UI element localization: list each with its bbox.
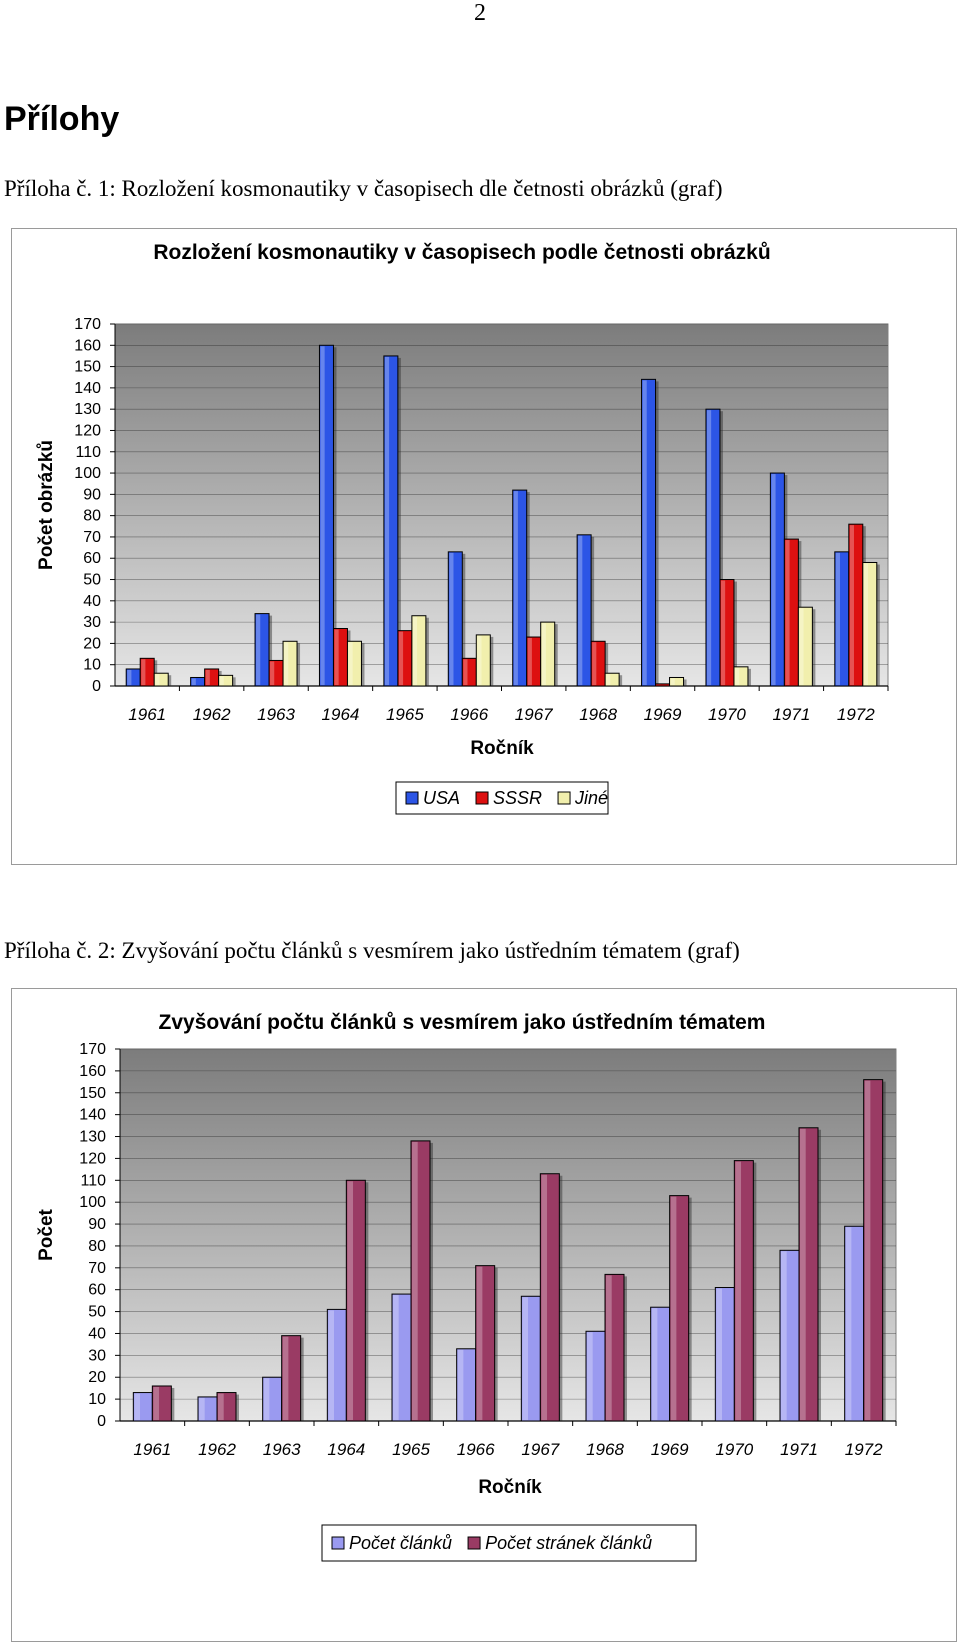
y-tick-label: 90 xyxy=(88,1216,106,1233)
y-tick-label: 90 xyxy=(83,486,101,503)
bar-highlight xyxy=(206,670,210,685)
bar-highlight xyxy=(721,581,725,685)
y-tick-label: 170 xyxy=(79,1041,106,1058)
bar-highlight xyxy=(348,642,352,685)
bar-highlight xyxy=(328,1310,334,1420)
y-tick-label: 20 xyxy=(83,635,101,652)
bar-highlight xyxy=(735,668,739,685)
y-tick-label: 30 xyxy=(88,1347,106,1364)
bar-highlight xyxy=(399,632,403,685)
bar-highlight xyxy=(334,630,338,685)
legend-label: Jiné xyxy=(574,788,608,808)
bar-highlight xyxy=(578,536,582,685)
bar-highlight xyxy=(218,1394,224,1420)
y-axis-label: Počet xyxy=(36,1208,57,1260)
x-tick-label: 1972 xyxy=(837,705,875,724)
chart-title: Rozložení kosmonautiky v časopisech podle četnosti obrázků xyxy=(153,241,770,264)
y-tick-label: 80 xyxy=(83,508,101,525)
y-tick-label: 110 xyxy=(80,1172,106,1189)
y-tick-label: 30 xyxy=(83,614,101,631)
bar-highlight xyxy=(477,636,481,685)
y-tick-label: 150 xyxy=(79,1085,106,1102)
y-tick-label: 170 xyxy=(74,316,101,333)
legend-swatch xyxy=(332,1537,344,1549)
bar-highlight xyxy=(785,540,789,685)
x-tick-label: 1961 xyxy=(128,705,166,724)
y-tick-label: 160 xyxy=(79,1063,106,1080)
bar-highlight xyxy=(463,659,467,685)
x-tick-label: 1967 xyxy=(521,1440,559,1459)
bar-highlight xyxy=(606,674,610,685)
y-tick-label: 130 xyxy=(74,401,101,418)
caption-chart2: Příloha č. 2: Zvyšování počtu článků s vesmírem jako ústředním tématem (graf) xyxy=(4,938,740,964)
y-tick-label: 100 xyxy=(74,465,101,482)
y-tick-label: 0 xyxy=(92,678,101,695)
y-tick-label: 120 xyxy=(74,422,101,439)
legend xyxy=(396,782,608,814)
x-axis-label: Ročník xyxy=(470,738,534,759)
bar-highlight xyxy=(606,1275,612,1420)
y-tick-label: 100 xyxy=(79,1194,106,1211)
y-tick-label: 70 xyxy=(83,529,101,546)
bar-highlight xyxy=(413,617,417,685)
bar-highlight xyxy=(192,678,196,685)
bar-highlight xyxy=(735,1162,741,1420)
bar-highlight xyxy=(141,659,145,685)
bar-highlight xyxy=(528,638,532,685)
y-tick-label: 60 xyxy=(88,1282,106,1299)
bar-highlight xyxy=(134,1394,140,1420)
bar-highlight xyxy=(865,1081,871,1420)
x-tick-label: 1963 xyxy=(263,1440,301,1459)
bar-highlight xyxy=(127,670,131,685)
bar-highlight xyxy=(592,642,596,685)
legend-label: Počet článků xyxy=(349,1533,452,1553)
y-tick-label: 50 xyxy=(88,1304,106,1321)
bar-highlight xyxy=(771,474,775,685)
x-tick-label: 1964 xyxy=(327,1440,365,1459)
bar-highlight xyxy=(850,525,854,685)
x-tick-label: 1970 xyxy=(708,705,746,724)
legend-label: SSSR xyxy=(493,788,542,808)
y-tick-label: 10 xyxy=(83,657,101,674)
legend-swatch xyxy=(406,792,418,804)
x-tick-label: 1966 xyxy=(457,1440,495,1459)
x-tick-label: 1965 xyxy=(386,705,424,724)
bar-highlight xyxy=(781,1251,787,1420)
bar-highlight xyxy=(385,357,389,685)
y-tick-label: 140 xyxy=(74,380,101,397)
bar-highlight xyxy=(671,1197,677,1420)
chart2-frame xyxy=(11,988,957,1642)
bar-highlight xyxy=(671,678,675,685)
bar-highlight xyxy=(283,1337,289,1420)
chart1-svg xyxy=(12,229,956,864)
bar-highlight xyxy=(347,1181,353,1420)
bar-highlight xyxy=(652,1308,658,1420)
legend-swatch xyxy=(476,792,488,804)
y-tick-label: 10 xyxy=(88,1391,106,1408)
y-tick-label: 40 xyxy=(88,1325,106,1342)
chart2-svg xyxy=(12,989,956,1641)
bar-highlight xyxy=(643,380,647,685)
x-tick-label: 1965 xyxy=(392,1440,430,1459)
y-tick-label: 140 xyxy=(79,1107,106,1124)
page-number: 2 xyxy=(0,0,960,27)
y-tick-label: 0 xyxy=(97,1413,106,1430)
bar-highlight xyxy=(449,553,453,685)
bar-highlight xyxy=(542,623,546,685)
bar-highlight xyxy=(393,1295,399,1420)
bar-highlight xyxy=(477,1267,483,1420)
bar-highlight xyxy=(153,1387,159,1420)
bar-highlight xyxy=(320,346,324,685)
y-tick-label: 160 xyxy=(74,337,101,354)
x-tick-label: 1968 xyxy=(579,705,617,724)
bar-highlight xyxy=(800,1129,806,1420)
y-tick-label: 80 xyxy=(88,1238,106,1255)
bar-highlight xyxy=(836,553,840,685)
y-tick-label: 60 xyxy=(83,550,101,567)
chart-title: Zvyšování počtu článků s vesmírem jako ústředním tématem xyxy=(159,1011,766,1034)
bar-highlight xyxy=(541,1175,547,1420)
bar-highlight xyxy=(284,642,288,685)
section-title: Přílohy xyxy=(4,100,119,139)
bar-highlight xyxy=(864,563,868,685)
bar-highlight xyxy=(846,1227,852,1420)
bar-highlight xyxy=(707,410,711,685)
x-tick-label: 1967 xyxy=(515,705,553,724)
chart1-frame xyxy=(11,228,957,865)
y-tick-label: 40 xyxy=(83,593,101,610)
x-tick-label: 1962 xyxy=(193,705,231,724)
x-axis-label: Ročník xyxy=(478,1477,542,1498)
bar-highlight xyxy=(458,1350,464,1420)
x-tick-label: 1969 xyxy=(651,1440,689,1459)
legend-swatch xyxy=(468,1537,480,1549)
bar-highlight xyxy=(155,674,159,685)
bar-highlight xyxy=(412,1142,418,1420)
caption-chart1: Příloha č. 1: Rozložení kosmonautiky v časopisech dle četnosti obrázků (graf) xyxy=(4,176,723,202)
x-tick-label: 1964 xyxy=(322,705,360,724)
x-tick-label: 1961 xyxy=(133,1440,171,1459)
legend-label: USA xyxy=(423,788,460,808)
bar-highlight xyxy=(716,1289,722,1420)
x-tick-label: 1966 xyxy=(450,705,488,724)
y-tick-label: 150 xyxy=(74,359,101,376)
x-tick-label: 1969 xyxy=(644,705,682,724)
legend-swatch xyxy=(558,792,570,804)
bar-highlight xyxy=(522,1297,528,1420)
bar-highlight xyxy=(514,491,518,685)
y-tick-label: 20 xyxy=(88,1369,106,1386)
x-tick-label: 1963 xyxy=(257,705,295,724)
y-tick-label: 120 xyxy=(79,1150,106,1167)
x-tick-label: 1970 xyxy=(715,1440,753,1459)
x-tick-label: 1968 xyxy=(586,1440,624,1459)
y-tick-label: 70 xyxy=(88,1260,106,1277)
y-tick-label: 110 xyxy=(75,444,101,461)
y-tick-label: 50 xyxy=(83,572,101,589)
bar-highlight xyxy=(256,615,260,685)
bar-highlight xyxy=(264,1378,270,1420)
x-tick-label: 1962 xyxy=(198,1440,236,1459)
bar-highlight xyxy=(199,1398,205,1420)
bar-highlight xyxy=(270,661,274,685)
bar-highlight xyxy=(220,676,224,685)
x-tick-label: 1971 xyxy=(772,705,810,724)
y-tick-label: 130 xyxy=(79,1129,106,1146)
legend xyxy=(322,1525,696,1561)
bar-highlight xyxy=(799,608,803,685)
legend-label: Počet stránek článků xyxy=(485,1533,652,1553)
x-tick-label: 1971 xyxy=(780,1440,818,1459)
bar-highlight xyxy=(587,1332,593,1420)
y-axis-label: Počet obrázků xyxy=(36,440,57,570)
x-tick-label: 1972 xyxy=(845,1440,883,1459)
